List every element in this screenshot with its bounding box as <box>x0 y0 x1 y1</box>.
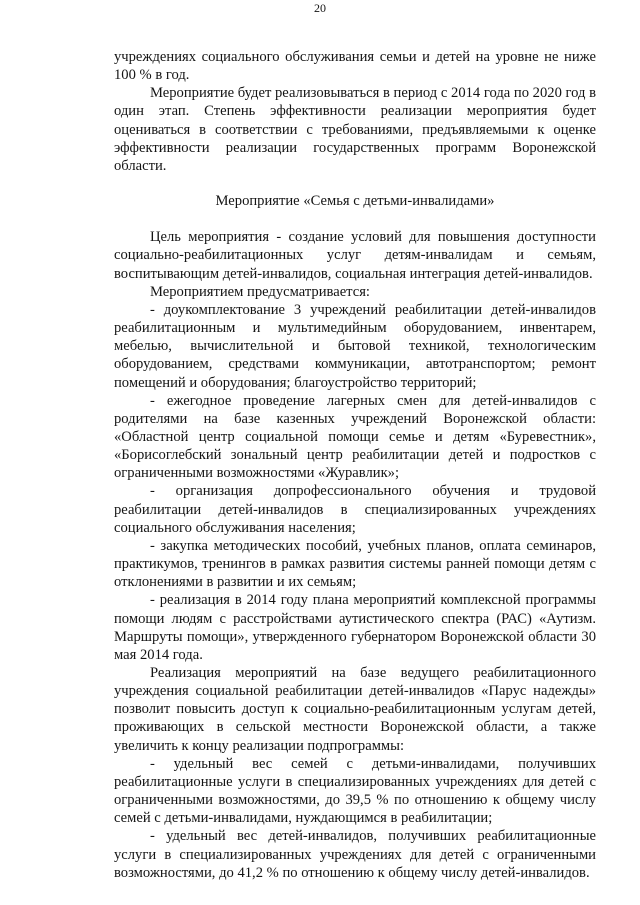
list-item-equipment: - доукомплектование 3 учреждений реабилитации детей-инвалидов реабилитационным и мультимедийным оборудованием, инвентарем, мебелью, вычислительной и бытовой техникой, технологическим оборудованием, средствами коммуникации, автотранспортом; ремонт помещений и оборудования; благоустройство территорий; <box>114 301 596 391</box>
page-number: 20 <box>314 1 326 15</box>
paragraph-implementation-period: Мероприятие будет реализовываться в период с 2014 года по 2020 год в один этап. Степень эффективности реализации мероприятия будет оцениваться в соответствии с требованиями, предъявляемыми к оценке эффективности реализации государственных программ Воронежской области. <box>114 85 596 174</box>
list-item-children-share: - удельный вес детей-инвалидов, получивших реабилитационные услуги в специализированных учреждениях для детей с ограниченными возможностями, до 41,2 % по отношению к общему числу детей-инвалидов. <box>114 828 596 881</box>
paragraph-goal: Цель мероприятия - создание условий для повышения доступности социально-реабилитационных услуг детям-инвалидам и семьям, воспитывающим детей-инвалидов, социальная интеграция детей-инвалидов. <box>114 229 596 282</box>
document-body <box>114 48 596 882</box>
section-heading: Мероприятие «Семья с детьми-инвалидами» <box>215 193 495 210</box>
paragraph-provisions-intro: Мероприятием предусматривается: <box>150 283 370 300</box>
list-item-autism-program: - реализация в 2014 году плана мероприятий комплексной программы помощи людям с расстройствами аутистического спектра (РАС) «Аутизм. Маршруты помощи», утвержденного губернатором Воронежской области 30 мая 2014 года. <box>114 592 596 663</box>
list-item-vocational-training: - организация допрофессионального обучения и трудовой реабилитации детей-инвалидов в специализированных учреждениях социального обслуживания населения; <box>114 483 596 536</box>
list-item-families-share: - удельный вес семей с детьми-инвалидами, получивших реабилитационные услуги в специализированных учреждениях для детей с ограниченными возможностями, до 39,5 % по отношению к общему числу семей с детьми-инвалидами, нуждающимся в реабилитации; <box>114 755 596 827</box>
list-item-methodical-purchases: - закупка методических пособий, учебных планов, оплата семинаров, практикумов, тренингов в рамках развития системы ранней помощи детям с отклонениями в развитии и их семьям; <box>114 537 596 591</box>
paragraph-continuation: учреждениях социального обслуживания семьи и детей на уровне не ниже 100 % в год. <box>114 49 596 84</box>
list-item-camp-shifts: - ежегодное проведение лагерных смен для детей-инвалидов с родителями на базе казенных учреждений Воронежской области: «Областной центр социальной помощи семье и детям «Буревестник», «Борисоглебский зональный центр реабилитации детей и подростков с ограниченными возможностями «Журавлик»; <box>114 392 596 482</box>
paragraph-parus-nadezhdy: Реализация мероприятий на базе ведущего реабилитационного учреждения социальной реабилитации детей-инвалидов «Парус надежды» позволит повысить доступ к социально-реабилитационным услугам детей, проживающих в сельской местности Воронежской области, а также увеличить к концу реализации подпрограммы: <box>114 665 596 754</box>
